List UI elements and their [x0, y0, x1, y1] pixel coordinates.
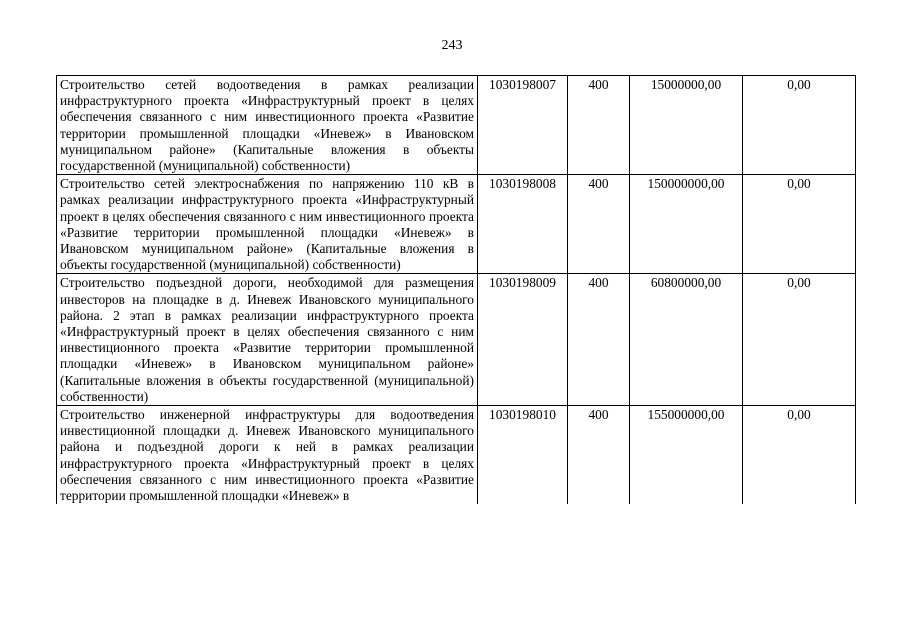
- table-row: [57, 175, 856, 274]
- table-row: [57, 406, 856, 505]
- row-amount: 155000000,00: [630, 406, 743, 505]
- row-amount-second: 0,00: [743, 274, 856, 406]
- row-code: 1030198007: [478, 76, 568, 175]
- row-amount-second: 0,00: [743, 406, 856, 505]
- row-description: Строительство подъездной дороги, необходимой для размещения инвесторов на площадке в д. Иневеж Ивановского муниципального района. 2 этап в рамках реализации инфраструктурного проекта «Инфраструктурный проект в целях обеспечения связанного с ним инвестиционного проекта «Развитие территории промышленной площадки «Иневеж» в Ивановском муниципальном районе» (Капитальные вложения в объекты государственной (муниципальной) собственности): [57, 274, 478, 406]
- row-amount-second: 0,00: [743, 175, 856, 274]
- row-code: 1030198008: [478, 175, 568, 274]
- row-amount: 15000000,00: [630, 76, 743, 175]
- row-amount-second: 0,00: [743, 76, 856, 175]
- row-description: Строительство сетей электроснабжения по напряжению 110 кВ в рамках реализации инфраструктурного проекта «Инфраструктурный проект в целях обеспечения связанного с ним инвестиционного проекта «Развитие территории промышленной площадки «Иневеж» в Ивановском муниципальном районе» (Капитальные вложения в объекты государственной (муниципальной) собственности): [57, 175, 478, 274]
- row-description: Строительство сетей водоотведения в рамках реализации инфраструктурного проекта «Инфраструктурный проект в целях обеспечения связанного с ним инвестиционного проекта «Развитие территории промышленной площадки «Иневеж» в Ивановском муниципальном районе» (Капитальные вложения в объекты государственной (муниципальной) собственности): [57, 76, 478, 175]
- row-expense-type: 400: [568, 76, 630, 175]
- row-amount: 150000000,00: [630, 175, 743, 274]
- row-expense-type: 400: [568, 175, 630, 274]
- row-expense-type: 400: [568, 274, 630, 406]
- row-amount: 60800000,00: [630, 274, 743, 406]
- row-code: 1030198009: [478, 274, 568, 406]
- row-description: [57, 406, 478, 505]
- row-code: 1030198010: [478, 406, 568, 505]
- table-row: [57, 274, 856, 406]
- page-number: 243: [441, 38, 463, 53]
- table-row: [57, 76, 856, 175]
- budget-table: [56, 75, 856, 504]
- row-expense-type: 400: [568, 406, 630, 505]
- row-description-text: Строительство инженерной инфраструктуры для водоотведения инвестиционной площадки д. Иневеж Ивановского муниципального района и подъездной дороги к ней в рамках реализации инфраструктурного проекта «Инфраструктурный проект в целях обеспечения связанного с ним инвестиционного проекта «Развитие территории промышленной площадки «Иневеж» в: [60, 407, 474, 504]
